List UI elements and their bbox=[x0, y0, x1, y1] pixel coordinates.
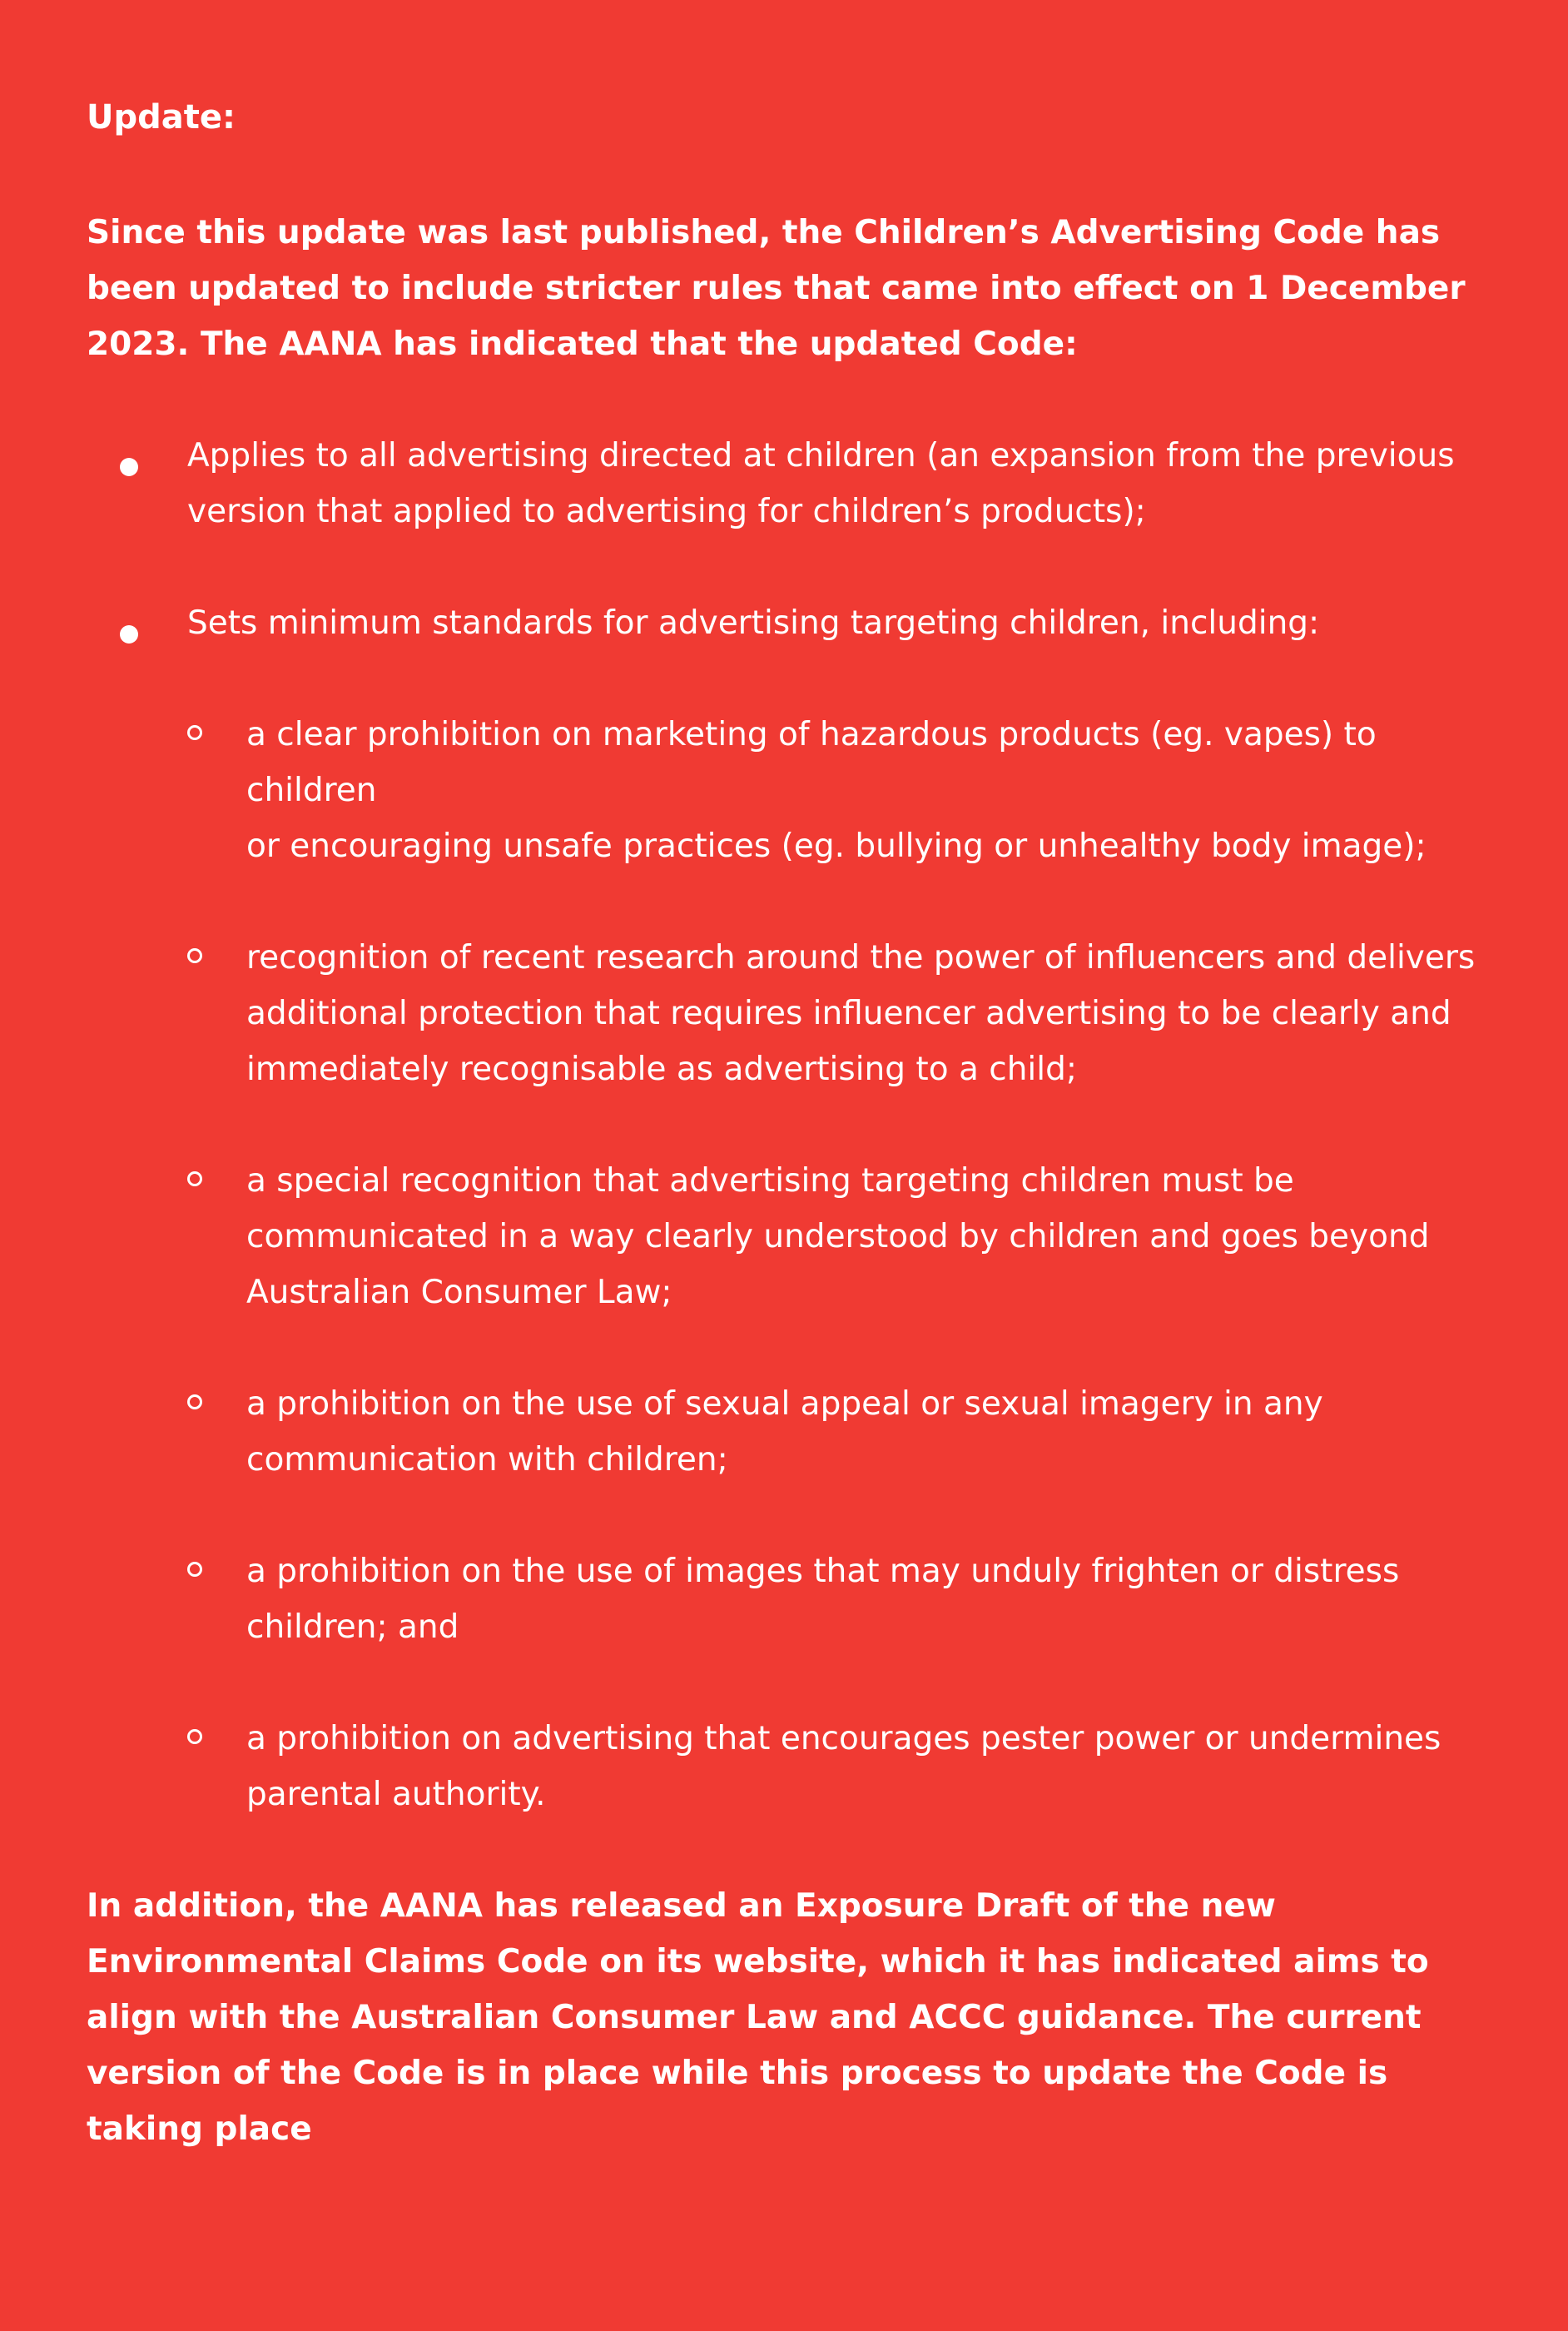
intro-paragraph: Since this update was last published, the Children’s Advertising Code has been updated to include stricter rules that came into effect on 1 December 2023. The AANA has indicated that the updated Code: bbox=[87, 214, 1466, 363]
sub-list-item bbox=[187, 930, 1481, 1097]
list-item bbox=[87, 428, 1481, 539]
hollow-circle-bullet-icon bbox=[187, 948, 202, 963]
sub-list-item bbox=[187, 1543, 1481, 1655]
sub-item-text: a prohibition on the use of sexual appeal or sexual imagery in any communication with children; bbox=[246, 1385, 1323, 1479]
update-heading: Update: bbox=[87, 98, 236, 137]
hollow-circle-bullet-icon bbox=[187, 1171, 202, 1186]
sub-list-item bbox=[187, 707, 1481, 874]
hollow-circle-bullet-icon bbox=[187, 1394, 202, 1409]
bullet-text: Sets minimum standards for advertising targeting children, including: bbox=[187, 604, 1320, 642]
sub-item-text: a prohibition on the use of images that may unduly frighten or distress children; and bbox=[246, 1553, 1400, 1646]
hollow-circle-bullet-icon bbox=[187, 725, 202, 740]
list-item bbox=[87, 595, 1481, 1822]
sub-list-item bbox=[187, 1153, 1481, 1320]
bullet-dot-icon bbox=[120, 458, 138, 476]
sub-item-text: a clear prohibition on marketing of hazardous products (eg. vapes) to children bbox=[246, 716, 1377, 809]
sub-list-item bbox=[187, 1376, 1481, 1488]
sub-item-text: a prohibition on advertising that encourages pester power or undermines parental authority. bbox=[246, 1720, 1441, 1813]
sub-item-text: recognition of recent research around the power of influencers and delivers additional protection that requires influencer advertising to be clearly and immediately recognisable as advertising to a child; bbox=[246, 939, 1476, 1088]
bullet-dot-icon bbox=[120, 625, 138, 644]
update-bullet-list bbox=[87, 428, 1481, 1822]
sub-item-text-continued: or encouraging unsafe practices (eg. bullying or unhealthy body image); bbox=[246, 828, 1427, 865]
bullet-text: Applies to all advertising directed at children (an expansion from the previous version that applied to advertising for children’s products); bbox=[187, 437, 1455, 530]
sub-item-text: a special recognition that advertising targeting children must be communicated in a way clearly understood by children and goes beyond Australian Consumer Law; bbox=[246, 1162, 1430, 1311]
closing-paragraph: In addition, the AANA has released an Exposure Draft of the new Environmental Claims Code on its website, which it has indicated aims to align with the Australian Consumer Law and ACCC guidance. The current version of the Code is in place while this process to update the Code is taking place bbox=[87, 1887, 1429, 2148]
standards-sub-list bbox=[187, 707, 1481, 1822]
sub-list-item bbox=[187, 1711, 1481, 1822]
hollow-circle-bullet-icon bbox=[187, 1562, 202, 1577]
hollow-circle-bullet-icon bbox=[187, 1729, 202, 1744]
